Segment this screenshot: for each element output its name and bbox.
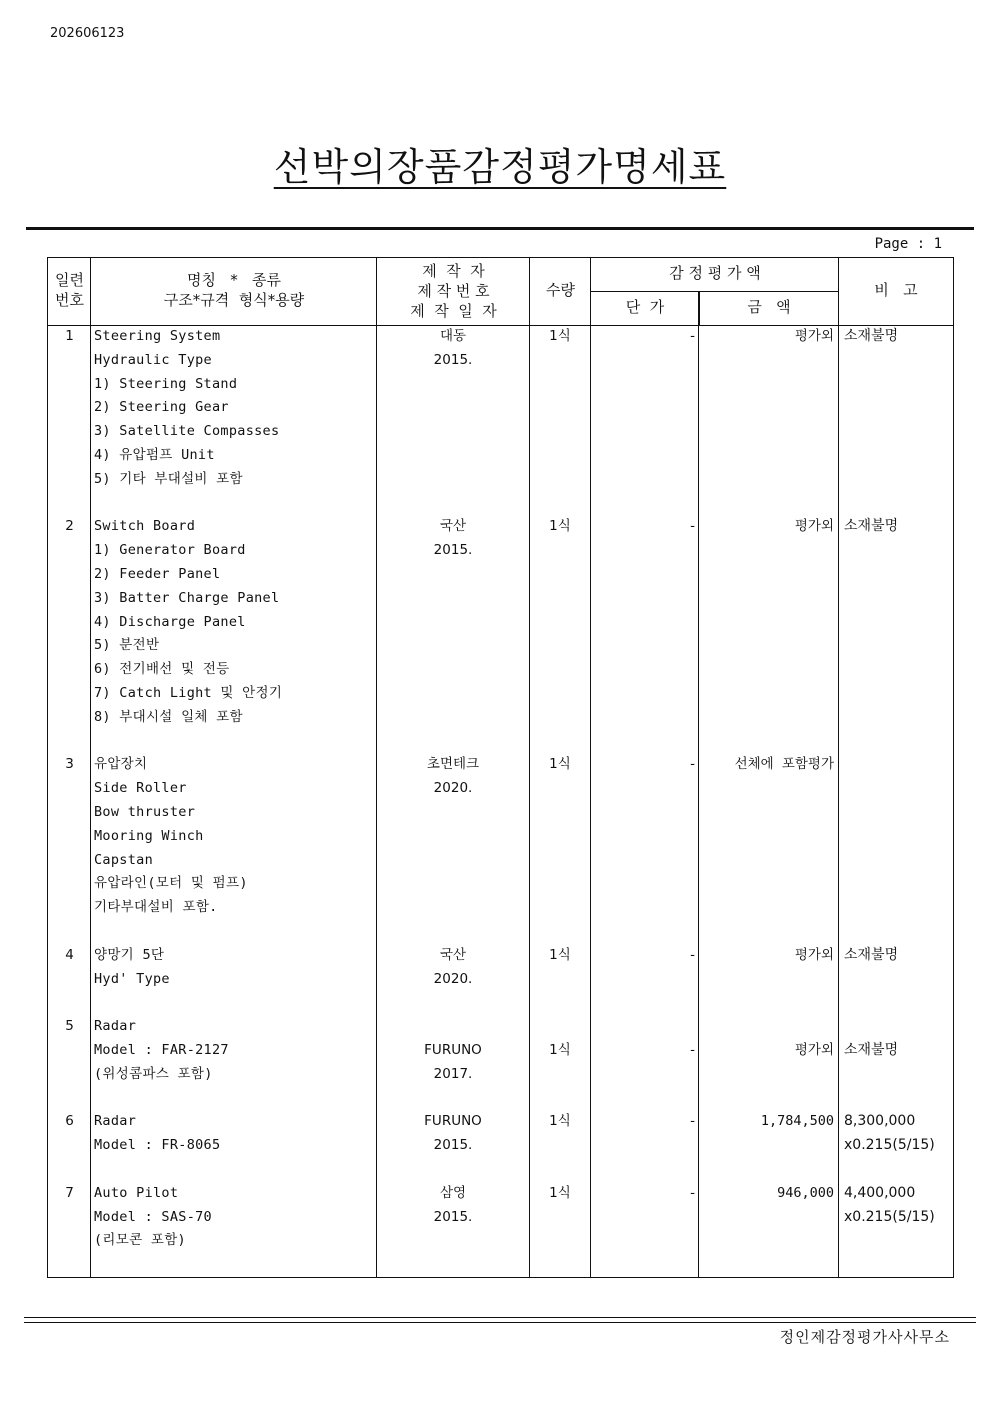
item-qty	[531, 1110, 589, 1134]
item-note-line: 소재불명	[844, 1041, 899, 1058]
header-note: 비 고	[874, 281, 918, 299]
item-name-line: Auto Pilot	[94, 1184, 179, 1201]
row-number	[48, 325, 91, 349]
item-amount-line: 평가외	[794, 518, 834, 535]
row-number-line: 4	[65, 946, 74, 963]
item-unit-price-line: -	[690, 946, 695, 963]
item-note	[844, 944, 952, 968]
item-amount-line: 1,784,500	[760, 1113, 834, 1130]
page-title	[0, 136, 1000, 191]
item-name-line: 유압라인(모터 및 펌프)	[94, 875, 248, 892]
item-maker-line: 국산	[439, 946, 467, 963]
item-unit-price	[593, 944, 695, 968]
item-maker-line: 2020.	[433, 780, 473, 797]
item-note	[844, 325, 952, 349]
item-maker-line: 2015.	[433, 351, 473, 368]
title-text: 선박의장품감정평가명세표	[273, 145, 727, 189]
item-qty-line: 1식	[549, 946, 571, 963]
page-number: Page : 1	[874, 236, 942, 252]
item-amount-line: 평가외	[794, 946, 834, 963]
item-unit-price-line: -	[690, 328, 695, 344]
item-name-line: 5) 기타 부대설비 포함	[94, 470, 243, 487]
item-note-line: 소재불명	[844, 328, 899, 344]
item-name-line: 2) Feeder Panel	[94, 565, 221, 582]
table-header	[48, 258, 953, 326]
item-name-line: Radar	[94, 1018, 137, 1035]
item-note-line: 8,300,000	[844, 1113, 916, 1130]
item-maker-line: 삼영	[439, 1184, 467, 1201]
item-note-line: x0.215(5/15)	[844, 1208, 935, 1225]
item-qty-line: 1식	[549, 1041, 571, 1058]
header-maker-line1: 제 작 자	[422, 262, 485, 280]
col-divider	[376, 258, 377, 1277]
header-name-line2: 구조*규격 형식*용량	[163, 291, 305, 309]
header-unit-price: 단 가	[625, 298, 665, 316]
item-qty-line: 1식	[549, 328, 571, 344]
item-name-line: Model : SAS-70	[94, 1208, 212, 1225]
item-name-line: Hydraulic Type	[94, 351, 212, 368]
item-name-line: Hyd' Type	[94, 970, 170, 987]
item-maker	[378, 1182, 528, 1230]
item-note	[844, 1110, 952, 1158]
header-serial-line1: 일련	[55, 271, 84, 289]
item-name	[94, 944, 374, 992]
bottom-rule	[24, 1317, 976, 1318]
item-maker-line: 2015.	[433, 542, 473, 559]
item-maker-line: FURUNO	[424, 1041, 482, 1058]
item-maker-line: 국산	[439, 518, 467, 535]
header-name-line1: 명칭 * 종류	[186, 271, 282, 289]
document-number: 202606123	[50, 26, 125, 41]
row-number	[48, 1015, 91, 1039]
item-unit-price	[593, 753, 695, 777]
item-name-line: Model : FR-8065	[94, 1137, 221, 1154]
item-qty	[531, 325, 589, 349]
item-name-line: (리모콘 포함)	[94, 1232, 186, 1249]
item-maker-line: 2015.	[433, 1208, 473, 1225]
item-qty	[531, 1182, 589, 1206]
item-maker	[378, 944, 528, 992]
item-note	[844, 1182, 952, 1230]
row-number-line: 6	[65, 1113, 74, 1130]
item-amount-line: 평가외	[794, 1041, 834, 1058]
item-note-line: 4,400,000	[844, 1184, 916, 1201]
item-name-line: 양망기 5단	[94, 946, 165, 963]
item-amount-line: 선체에 포함평가	[734, 756, 834, 773]
office-name: 정인제감정평가사사무소	[779, 1328, 950, 1346]
header-appraisal: 감 정 평 가 액	[669, 264, 761, 282]
item-maker-line: 2015.	[433, 1137, 473, 1154]
item-unit-price	[593, 1182, 695, 1206]
item-maker	[378, 753, 528, 801]
item-unit-price	[593, 515, 695, 539]
item-name-line: Bow thruster	[94, 803, 196, 820]
header-maker-line2: 제 작 번 호	[417, 282, 490, 300]
header-serial	[48, 270, 91, 310]
header-name	[91, 270, 377, 310]
item-unit-price	[593, 325, 695, 349]
row-number	[48, 1110, 91, 1134]
item-name-line: Radar	[94, 1113, 137, 1130]
row-number-line: 1	[65, 328, 74, 344]
item-unit-price	[593, 1110, 695, 1134]
item-maker-line	[378, 1015, 528, 1039]
item-unit-price-line: -	[690, 1041, 695, 1058]
item-name	[94, 753, 374, 920]
item-qty	[531, 753, 589, 777]
row-number-line: 2	[65, 518, 74, 535]
bottom-rule	[24, 1322, 976, 1323]
item-maker	[378, 325, 528, 373]
item-unit-price-line: -	[690, 1184, 695, 1201]
item-name-line: 4) Discharge Panel	[94, 613, 246, 630]
item-name-line: 유압장치	[94, 756, 148, 773]
item-name-line: 기타부대설비 포함.	[94, 899, 218, 916]
item-qty-line: 1식	[549, 518, 571, 535]
item-name-line: 1) Steering Stand	[94, 375, 238, 392]
item-name-line: 4) 유압펌프 Unit	[94, 446, 215, 463]
item-maker-line: 2017.	[433, 1065, 473, 1082]
item-note-line: x0.215(5/15)	[844, 1137, 935, 1154]
col-divider	[698, 291, 699, 1277]
item-name-line: Side Roller	[94, 780, 187, 797]
item-unit-price-line: -	[690, 1113, 695, 1130]
item-amount-line: 평가외	[794, 328, 834, 344]
item-amount-line: 946,000	[777, 1184, 834, 1201]
item-note	[844, 515, 952, 539]
row-number-line: 7	[65, 1184, 74, 1201]
item-name-line: Capstan	[94, 851, 153, 868]
item-name-line: Steering System	[94, 328, 221, 344]
item-unit-price-line: -	[690, 756, 695, 773]
item-qty-line: 1식	[549, 1184, 571, 1201]
header-amount: 금 액	[747, 298, 791, 316]
item-maker	[378, 1015, 528, 1086]
row-number	[48, 944, 91, 968]
col-divider	[590, 258, 591, 1277]
item-qty-line: 1식	[549, 1113, 571, 1130]
item-name-line: 3) Batter Charge Panel	[94, 589, 280, 606]
item-maker-line: 2020.	[433, 970, 473, 987]
item-name	[94, 1110, 374, 1158]
header-qty: 수량	[546, 281, 575, 299]
item-name-line: Mooring Winch	[94, 827, 204, 844]
item-maker	[378, 1110, 528, 1158]
col-divider	[529, 258, 530, 1277]
item-amount	[700, 325, 834, 349]
item-name	[94, 325, 374, 492]
item-note	[844, 1039, 952, 1063]
row-number-line: 5	[65, 1018, 74, 1035]
item-name-line: Switch Board	[94, 518, 196, 535]
item-maker-line: 대동	[439, 328, 467, 344]
item-amount	[700, 1182, 834, 1206]
item-qty-line: 1식	[549, 756, 571, 773]
item-maker	[378, 515, 528, 563]
header-serial-line2: 번호	[55, 291, 84, 309]
item-amount	[700, 1039, 834, 1063]
item-name	[94, 1015, 374, 1086]
item-amount	[700, 1110, 834, 1134]
item-amount	[700, 944, 834, 968]
appraisal-table	[47, 257, 954, 1278]
header-maker	[377, 261, 530, 321]
item-amount	[700, 515, 834, 539]
item-name-line: 6) 전기배선 및 전등	[94, 661, 230, 678]
item-qty	[531, 515, 589, 539]
item-name-line: 3) Satellite Compasses	[94, 423, 280, 440]
row-number-line: 3	[65, 756, 74, 773]
item-name-line: Model : FAR-2127	[94, 1041, 229, 1058]
header-subdivider	[591, 291, 839, 292]
item-maker-line: FURUNO	[424, 1113, 482, 1130]
row-number	[48, 753, 91, 777]
header-subdivider-vertical	[699, 291, 700, 325]
item-name-line: 8) 부대시설 일체 포함	[94, 708, 243, 725]
item-qty	[531, 944, 589, 968]
item-name	[94, 1182, 374, 1253]
item-name	[94, 515, 374, 729]
item-qty	[531, 1039, 589, 1063]
item-name-line: 5) 분전반	[94, 637, 160, 654]
item-name-line: 7) Catch Light 및 안정기	[94, 684, 283, 701]
item-name-line: 1) Generator Board	[94, 542, 246, 559]
item-unit-price-line: -	[690, 518, 695, 535]
top-rule	[26, 227, 974, 230]
col-divider	[838, 258, 839, 1277]
item-name-line: 2) Steering Gear	[94, 399, 229, 416]
item-unit-price	[593, 1039, 695, 1063]
item-maker-line: 초면테크	[426, 756, 480, 773]
row-number	[48, 1182, 91, 1206]
item-note-line: 소재불명	[844, 518, 899, 535]
header-maker-line3: 제 작 일 자	[410, 302, 497, 320]
item-name-line: (위성콤파스 포함)	[94, 1065, 213, 1082]
row-number	[48, 515, 91, 539]
item-note-line: 소재불명	[844, 946, 899, 963]
item-amount	[700, 753, 834, 777]
